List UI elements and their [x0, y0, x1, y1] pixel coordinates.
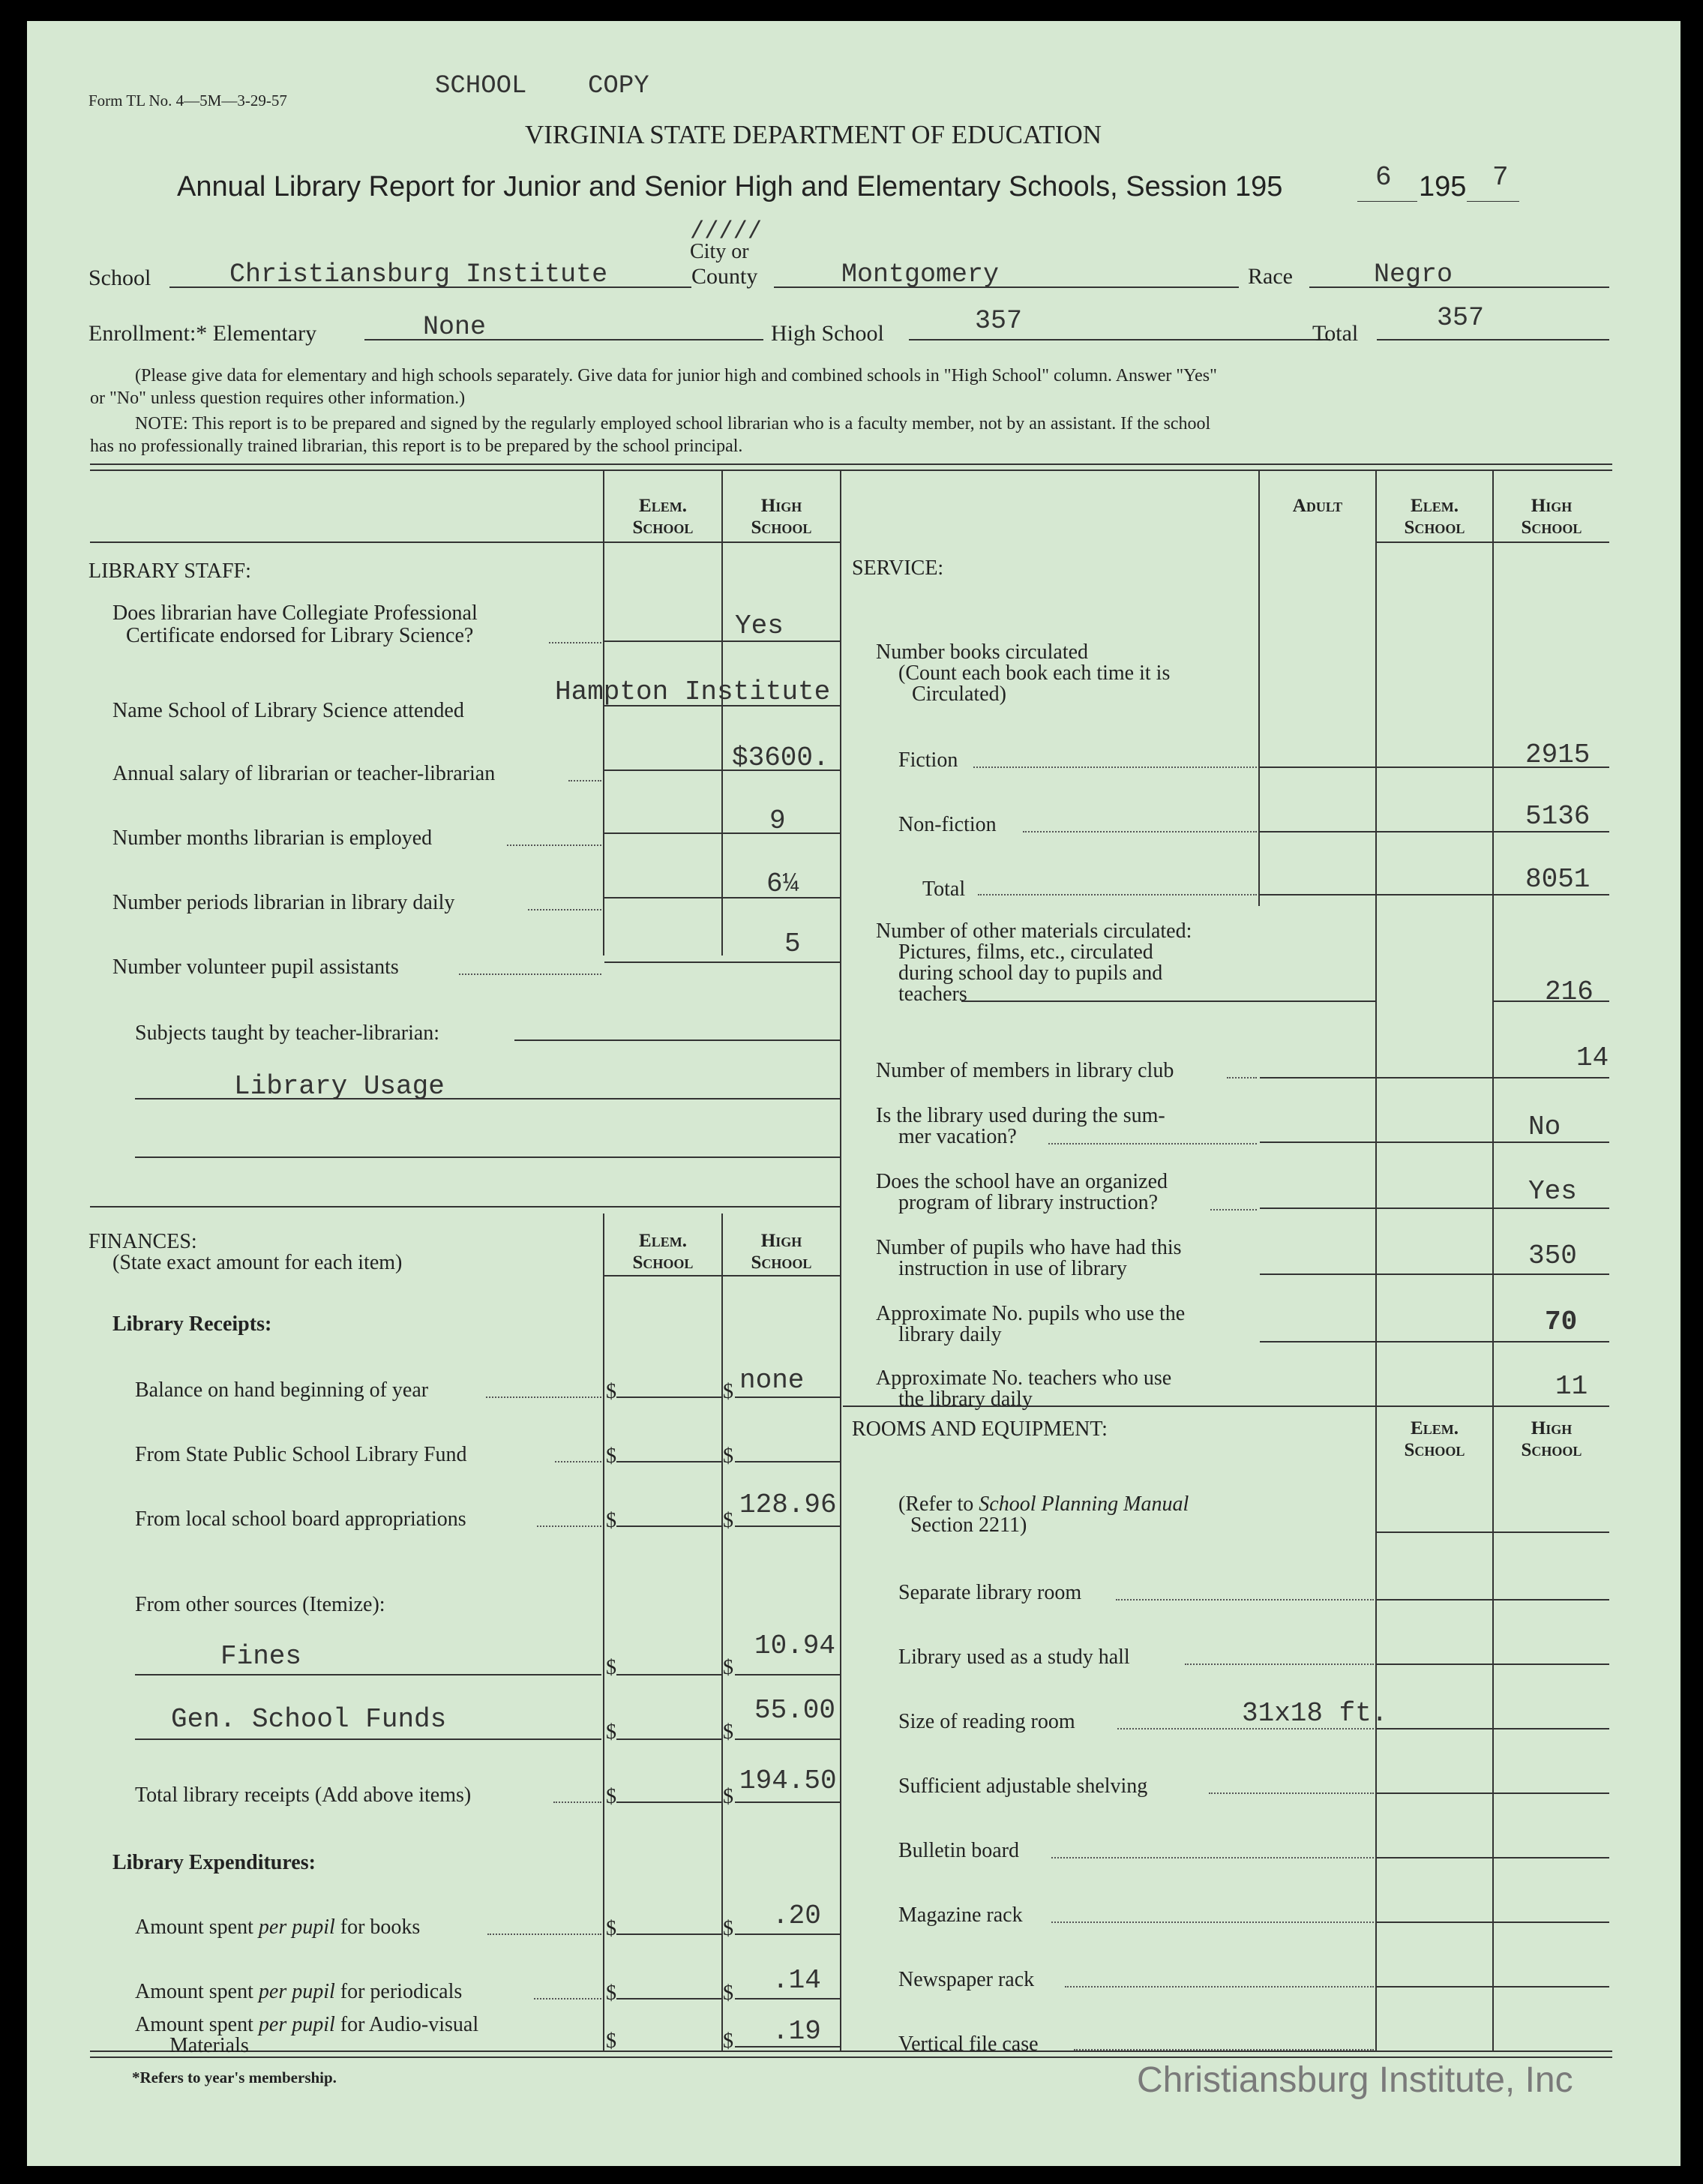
fin-row-1-line-hs: [735, 1396, 840, 1398]
room-item-1-line: [1377, 1599, 1609, 1600]
room-item-2: Library used as a study hall: [898, 1646, 1130, 1669]
staff-months-hs: 9: [769, 806, 786, 836]
receipts-heading: Library Receipts:: [112, 1312, 272, 1336]
col-head-elem-service: Elem. School: [1404, 496, 1465, 538]
center-divider: [840, 471, 841, 2050]
session-line-1: [1357, 201, 1417, 202]
report-sheet: [27, 21, 1681, 2166]
fin-row-5-line-label: [135, 1674, 601, 1676]
table-top-rule-1: [90, 464, 1612, 465]
staff-row-5-label: Number periods librarian in library daily: [112, 891, 455, 914]
library-club-label: Number of members in library club: [876, 1059, 1174, 1082]
fin-row-7-line-hs: [735, 1802, 840, 1803]
other-materials-hs: 216: [1545, 976, 1594, 1007]
room-item-7-leader: [1065, 1986, 1374, 1988]
room-item-8: Vertical file case: [898, 2032, 1039, 2056]
other-materials-line: [961, 1000, 1375, 1002]
staff-row-3-label: Annual salary of librarian or teacher-librarian: [112, 762, 496, 785]
enroll-total-line: [1377, 339, 1609, 340]
school-value: Christiansburg Institute: [229, 260, 608, 290]
fin-row-3-dollar-hs: $: [723, 1509, 733, 1532]
room-item-8-leader: [1074, 2049, 1374, 2050]
fin-row-6-line-elem: [616, 1738, 721, 1740]
session-year-2: 7: [1492, 162, 1509, 193]
fin-row-7-line-elem: [616, 1802, 721, 1803]
fin-row-1-dollar-hs: $: [723, 1380, 733, 1403]
balance-hs: none: [739, 1365, 805, 1396]
table-bottom-rule-2: [90, 2056, 1612, 2058]
books-circulated-label: Number books circulated: [876, 640, 1089, 664]
right-col-v1: [1258, 471, 1260, 906]
total-receipts-hs: 194.50: [739, 1766, 837, 1796]
other-materials-label-4: teachers: [898, 982, 967, 1006]
instructions-line-2: or "No" unless question requires other information.): [90, 388, 466, 408]
program-label: Does the school have an organized: [876, 1170, 1168, 1193]
fin-row-3-label: From local school board appropriations: [135, 1508, 466, 1531]
exp-row-1-leader: [487, 1934, 601, 1935]
other-materials-label: Number of other materials circulated:: [876, 920, 1192, 943]
daily-pupils-line: [1260, 1341, 1609, 1342]
program-label-2: program of library instruction?: [898, 1191, 1159, 1214]
exp-row-2-line-hs: [735, 1998, 840, 2000]
room-item-5-leader: [1051, 1857, 1374, 1858]
local-board-hs: 128.96: [739, 1490, 837, 1520]
room-item-7-line: [1377, 1986, 1609, 1988]
daily-pupils-label-2: library daily: [898, 1323, 1002, 1346]
staff-certificate-hs: Yes: [735, 610, 784, 641]
fin-row-4-label: From other sources (Itemize):: [135, 1593, 385, 1616]
subjects-label: Subjects taught by teacher-librarian:: [135, 1022, 440, 1045]
col-head-elem-finance: Elem. School: [632, 1231, 694, 1273]
instructed-pupils-line: [1260, 1274, 1609, 1275]
total-circulated-hs: 8051: [1525, 864, 1591, 895]
staff-row-6-leader: [459, 974, 601, 975]
periodicals-per-pupil-hs: .14: [772, 1965, 821, 1996]
exp-row-2-line-elem: [616, 1998, 721, 2000]
school-label: School: [88, 266, 151, 290]
staff-row-4-label: Number months librarian is employed: [112, 826, 433, 850]
room-item-5-line: [1377, 1857, 1609, 1858]
col-head-high-rooms: High School: [1521, 1418, 1582, 1460]
other-source-1: Fines: [220, 1641, 302, 1672]
exp-row-2-dollar-elem: $: [606, 1982, 616, 2005]
fin-row-5-dollar-elem: $: [606, 1656, 616, 1679]
finance-top-rule: [90, 1206, 840, 1208]
reading-room-size: 31x18 ft.: [1242, 1698, 1388, 1729]
fin-row-7-label: Total library receipts (Add above items): [135, 1784, 472, 1807]
staff-row-6-line: [604, 962, 840, 963]
room-item-6-line: [1377, 1922, 1609, 1923]
enrollment-label: Enrollment:* Elementary: [88, 321, 317, 346]
subjects-line-2: [135, 1156, 840, 1158]
enrollment-total: 357: [1437, 303, 1485, 333]
subjects-value: Library Usage: [234, 1071, 445, 1102]
room-item-1: Separate library room: [898, 1581, 1082, 1604]
table-bottom-rule-1: [90, 2050, 1612, 2052]
room-item-1-leader: [1116, 1599, 1374, 1600]
county-value: Montgomery: [841, 260, 1000, 290]
rooms-heading: ROOMS AND EQUIPMENT:: [852, 1418, 1108, 1441]
exp-row-3-line-hs: [735, 2046, 840, 2048]
daily-pupils-label: Approximate No. pupils who use the: [876, 1302, 1186, 1325]
staff-row-1-label: Does librarian have Collegiate Professional: [112, 602, 478, 625]
fin-row-2-line-elem: [616, 1461, 721, 1462]
service-heading: SERVICE:: [852, 556, 944, 580]
session-year-1: 6: [1375, 162, 1392, 193]
staff-assistants-hs: 5: [784, 928, 801, 959]
fin-row-3-line-hs: [735, 1526, 840, 1527]
fin-row-2-dollar-elem: $: [606, 1444, 616, 1468]
school-line: [169, 286, 691, 288]
instructed-pupils-label-2: instruction in use of library: [898, 1257, 1127, 1280]
left-col-v1-bottom: [603, 1214, 604, 2050]
fin-row-6-line-label: [135, 1738, 601, 1740]
daily-teachers-label: Approximate No. teachers who use: [876, 1366, 1172, 1390]
finances-subheading: (State exact amount for each item): [112, 1251, 403, 1274]
daily-pupils-hs: 70: [1545, 1306, 1578, 1337]
daily-teachers-hs: 11: [1555, 1371, 1588, 1402]
room-item-7: Newspaper rack: [898, 1968, 1035, 1991]
exp-row-3-label: Amount spent per pupil for Audio-visual: [135, 2013, 479, 2036]
department-heading: VIRGINIA STATE DEPARTMENT OF EDUCATION: [525, 120, 1102, 149]
fin-row-3-line-elem: [616, 1526, 721, 1527]
summer-label-2: mer vacation?: [898, 1125, 1017, 1148]
fin-row-5-line-hs: [735, 1674, 840, 1676]
fin-row-6-line-hs: [735, 1738, 840, 1740]
city-mark: /////: [690, 218, 763, 245]
program-hs: Yes: [1528, 1176, 1577, 1207]
right-col-v2: [1375, 471, 1377, 2050]
session-mid: 195: [1419, 171, 1467, 202]
fin-row-2-label: From State Public School Library Fund: [135, 1443, 467, 1466]
exp-row-2-label: Amount spent per pupil for periodicals: [135, 1980, 463, 2003]
fin-row-1-line-elem: [616, 1396, 721, 1398]
library-staff-heading: LIBRARY STAFF:: [88, 560, 251, 583]
room-item-3: Size of reading room: [898, 1710, 1075, 1733]
fin-row-2-line-hs: [735, 1461, 840, 1462]
nonfiction-hs: 5136: [1525, 801, 1591, 832]
col-head-high-finance: High School: [751, 1231, 812, 1273]
fiction-label: Fiction: [898, 748, 958, 772]
other-materials-label-2: Pictures, films, etc., circulated: [898, 940, 1153, 964]
fin-row-3-leader: [537, 1526, 601, 1527]
enroll-elem-line: [364, 339, 763, 340]
total-circulated-label: Total: [922, 878, 966, 901]
exp-row-2-leader: [534, 1998, 601, 2000]
instructed-pupils-hs: 350: [1528, 1240, 1577, 1271]
report-title: Annual Library Report for Junior and Senior High and Elementary Schools, Session 195: [177, 171, 1283, 202]
nonfiction-label: Non-fiction: [898, 813, 997, 836]
session-line-2: [1467, 201, 1519, 202]
gen-school-funds-hs: 55.00: [754, 1695, 836, 1726]
right-head-rule: [1377, 542, 1609, 543]
exp-row-1-line-elem: [616, 1934, 721, 1935]
instructions-line-1: (Please give data for elementary and high schools separately. Give data for junior high and combined schools in "High School" column. Answer "Yes": [135, 366, 1217, 386]
rooms-row-0-line: [1377, 1532, 1609, 1533]
staff-row-2-label: Name School of Library Science attended: [112, 699, 464, 722]
right-col-v3: [1492, 471, 1494, 2050]
fin-row-7-dollar-hs: $: [723, 1785, 733, 1808]
race-label: Race: [1248, 264, 1293, 289]
staff-row-5-line: [604, 897, 840, 898]
staff-row-1-leader: [549, 642, 601, 644]
fin-row-1-dollar-elem: $: [606, 1380, 616, 1403]
books-circulated-note-2: Circulated): [912, 682, 1006, 706]
planning-manual-ref: (Refer to School Planning Manual: [898, 1492, 1189, 1516]
room-item-4: Sufficient adjustable shelving: [898, 1774, 1148, 1798]
exp-row-1-dollar-hs: $: [723, 1917, 733, 1940]
staff-row-2-line: [604, 705, 840, 706]
program-line: [1260, 1208, 1609, 1209]
room-item-5: Bulletin board: [898, 1839, 1019, 1862]
summer-label: Is the library used during the sum-: [876, 1104, 1165, 1127]
city-label: City or: [690, 240, 749, 263]
exp-row-1-label: Amount spent per pupil for books: [135, 1916, 421, 1939]
fin-row-7-leader: [553, 1802, 601, 1803]
staff-row-6-label: Number volunteer pupil assistants: [112, 956, 399, 979]
total-label: Total: [1312, 321, 1359, 346]
table-top-rule-2: [90, 470, 1612, 471]
enrollment-elementary: None: [423, 312, 487, 342]
left-head-rule: [90, 542, 840, 543]
fin-row-5-line-elem: [616, 1674, 721, 1676]
room-item-6-leader: [1051, 1922, 1374, 1923]
room-item-4-leader: [1209, 1792, 1374, 1794]
summer-hs: No: [1528, 1112, 1561, 1142]
high-school-label: High School: [771, 321, 884, 346]
staff-row-3-leader: [568, 780, 601, 782]
county-line: [774, 286, 1239, 288]
program-leader: [1210, 1209, 1257, 1210]
fines-hs: 10.94: [754, 1630, 836, 1661]
staff-library-school-hs: Hampton Institute: [555, 676, 831, 707]
room-item-2-line: [1377, 1664, 1609, 1665]
library-club-hs: 14: [1576, 1042, 1609, 1073]
fin-row-1-leader: [486, 1396, 601, 1398]
subjects-line-1: [135, 1098, 840, 1100]
exp-row-1-line-hs: [735, 1934, 840, 1935]
room-item-3-line: [1377, 1728, 1609, 1730]
fin-row-2-dollar-hs: $: [723, 1444, 733, 1468]
staff-row-4-line: [604, 832, 840, 834]
books-per-pupil-hs: .20: [772, 1900, 821, 1931]
staff-row-1-label-2: Certificate endorsed for Library Science?: [126, 624, 474, 647]
room-item-6: Magazine rack: [898, 1904, 1023, 1927]
note-line-2: has no professionally trained librarian, this report is to be prepared by the school principal.: [90, 436, 743, 456]
library-club-leader: [1227, 1077, 1257, 1078]
form-number: Form TL No. 4—5M—3-29-57: [88, 92, 287, 110]
expenditures-heading: Library Expenditures:: [112, 1851, 316, 1874]
left-col-v2-top: [721, 471, 723, 956]
enroll-hs-line: [909, 339, 1330, 340]
finances-heading: FINANCES:: [88, 1230, 197, 1253]
fin-row-2-leader: [555, 1461, 601, 1462]
fin-row-7-dollar-elem: $: [606, 1785, 616, 1808]
race-line: [1309, 286, 1609, 288]
summer-leader: [1048, 1143, 1257, 1144]
exp-row-3-dollar-hs: $: [723, 2030, 733, 2053]
col-head-adult: Adult: [1292, 496, 1343, 516]
exp-row-2-dollar-hs: $: [723, 1982, 733, 2005]
nonfiction-leader: [1023, 831, 1257, 832]
note-line-1: NOTE: This report is to be prepared and signed by the regularly employed school librarian who is a faculty member, not by an assistant. If the school: [135, 414, 1211, 434]
exp-row-3-label-2: Materials: [169, 2034, 249, 2057]
service-bottom-rule: [843, 1406, 1609, 1407]
staff-row-5-leader: [528, 909, 601, 910]
subjects-line-0: [514, 1040, 840, 1041]
staff-periods-hs: 6¼: [766, 868, 799, 899]
total-circulated-leader: [978, 894, 1257, 896]
room-item-2-leader: [1185, 1664, 1374, 1665]
fiction-leader: [973, 766, 1257, 768]
other-source-2: Gen. School Funds: [171, 1704, 447, 1735]
enrollment-high-school: 357: [975, 306, 1023, 336]
staff-salary-hs: $3600.: [732, 742, 829, 773]
instructed-pupils-label: Number of pupils who have had this: [876, 1236, 1182, 1259]
exp-row-1-dollar-elem: $: [606, 1917, 616, 1940]
fin-row-3-dollar-elem: $: [606, 1509, 616, 1532]
books-circulated-note: (Count each book each time it is: [898, 662, 1171, 685]
audio-visual-per-pupil-hs: .19: [772, 2016, 821, 2047]
col-head-high-staff: High School: [751, 496, 812, 538]
fiction-hs: 2915: [1525, 740, 1591, 770]
school-copy-stamp: SCHOOL COPY: [435, 72, 649, 100]
left-col-v1-top: [603, 471, 604, 956]
race-value: Negro: [1374, 260, 1453, 290]
county-label: County: [691, 264, 758, 289]
fin-row-1-label: Balance on hand beginning of year: [135, 1378, 429, 1402]
watermark: Christiansburg Institute, Inc: [1137, 2060, 1573, 2100]
staff-row-4-leader: [507, 844, 601, 846]
staff-row-3-line: [604, 770, 840, 771]
col-head-elem-rooms: Elem. School: [1404, 1418, 1465, 1460]
col-head-elem-staff: Elem. School: [632, 496, 694, 538]
footnote: *Refers to year's membership.: [132, 2068, 337, 2086]
exp-row-3-dollar-elem: $: [606, 2030, 616, 2053]
col-head-high-service: High School: [1521, 496, 1582, 538]
fin-row-5-dollar-hs: $: [723, 1656, 733, 1679]
other-materials-label-3: during school day to pupils and: [898, 962, 1163, 985]
room-item-4-line: [1377, 1792, 1609, 1794]
daily-teachers-label-2: the library daily: [898, 1388, 1033, 1411]
finance-head-rule: [604, 1275, 840, 1276]
planning-manual-ref-2: Section 2211): [910, 1514, 1027, 1537]
fin-row-6-dollar-hs: $: [723, 1720, 733, 1744]
fin-row-6-dollar-elem: $: [606, 1720, 616, 1744]
library-club-line: [1260, 1077, 1609, 1078]
staff-row-1-line: [604, 640, 840, 642]
